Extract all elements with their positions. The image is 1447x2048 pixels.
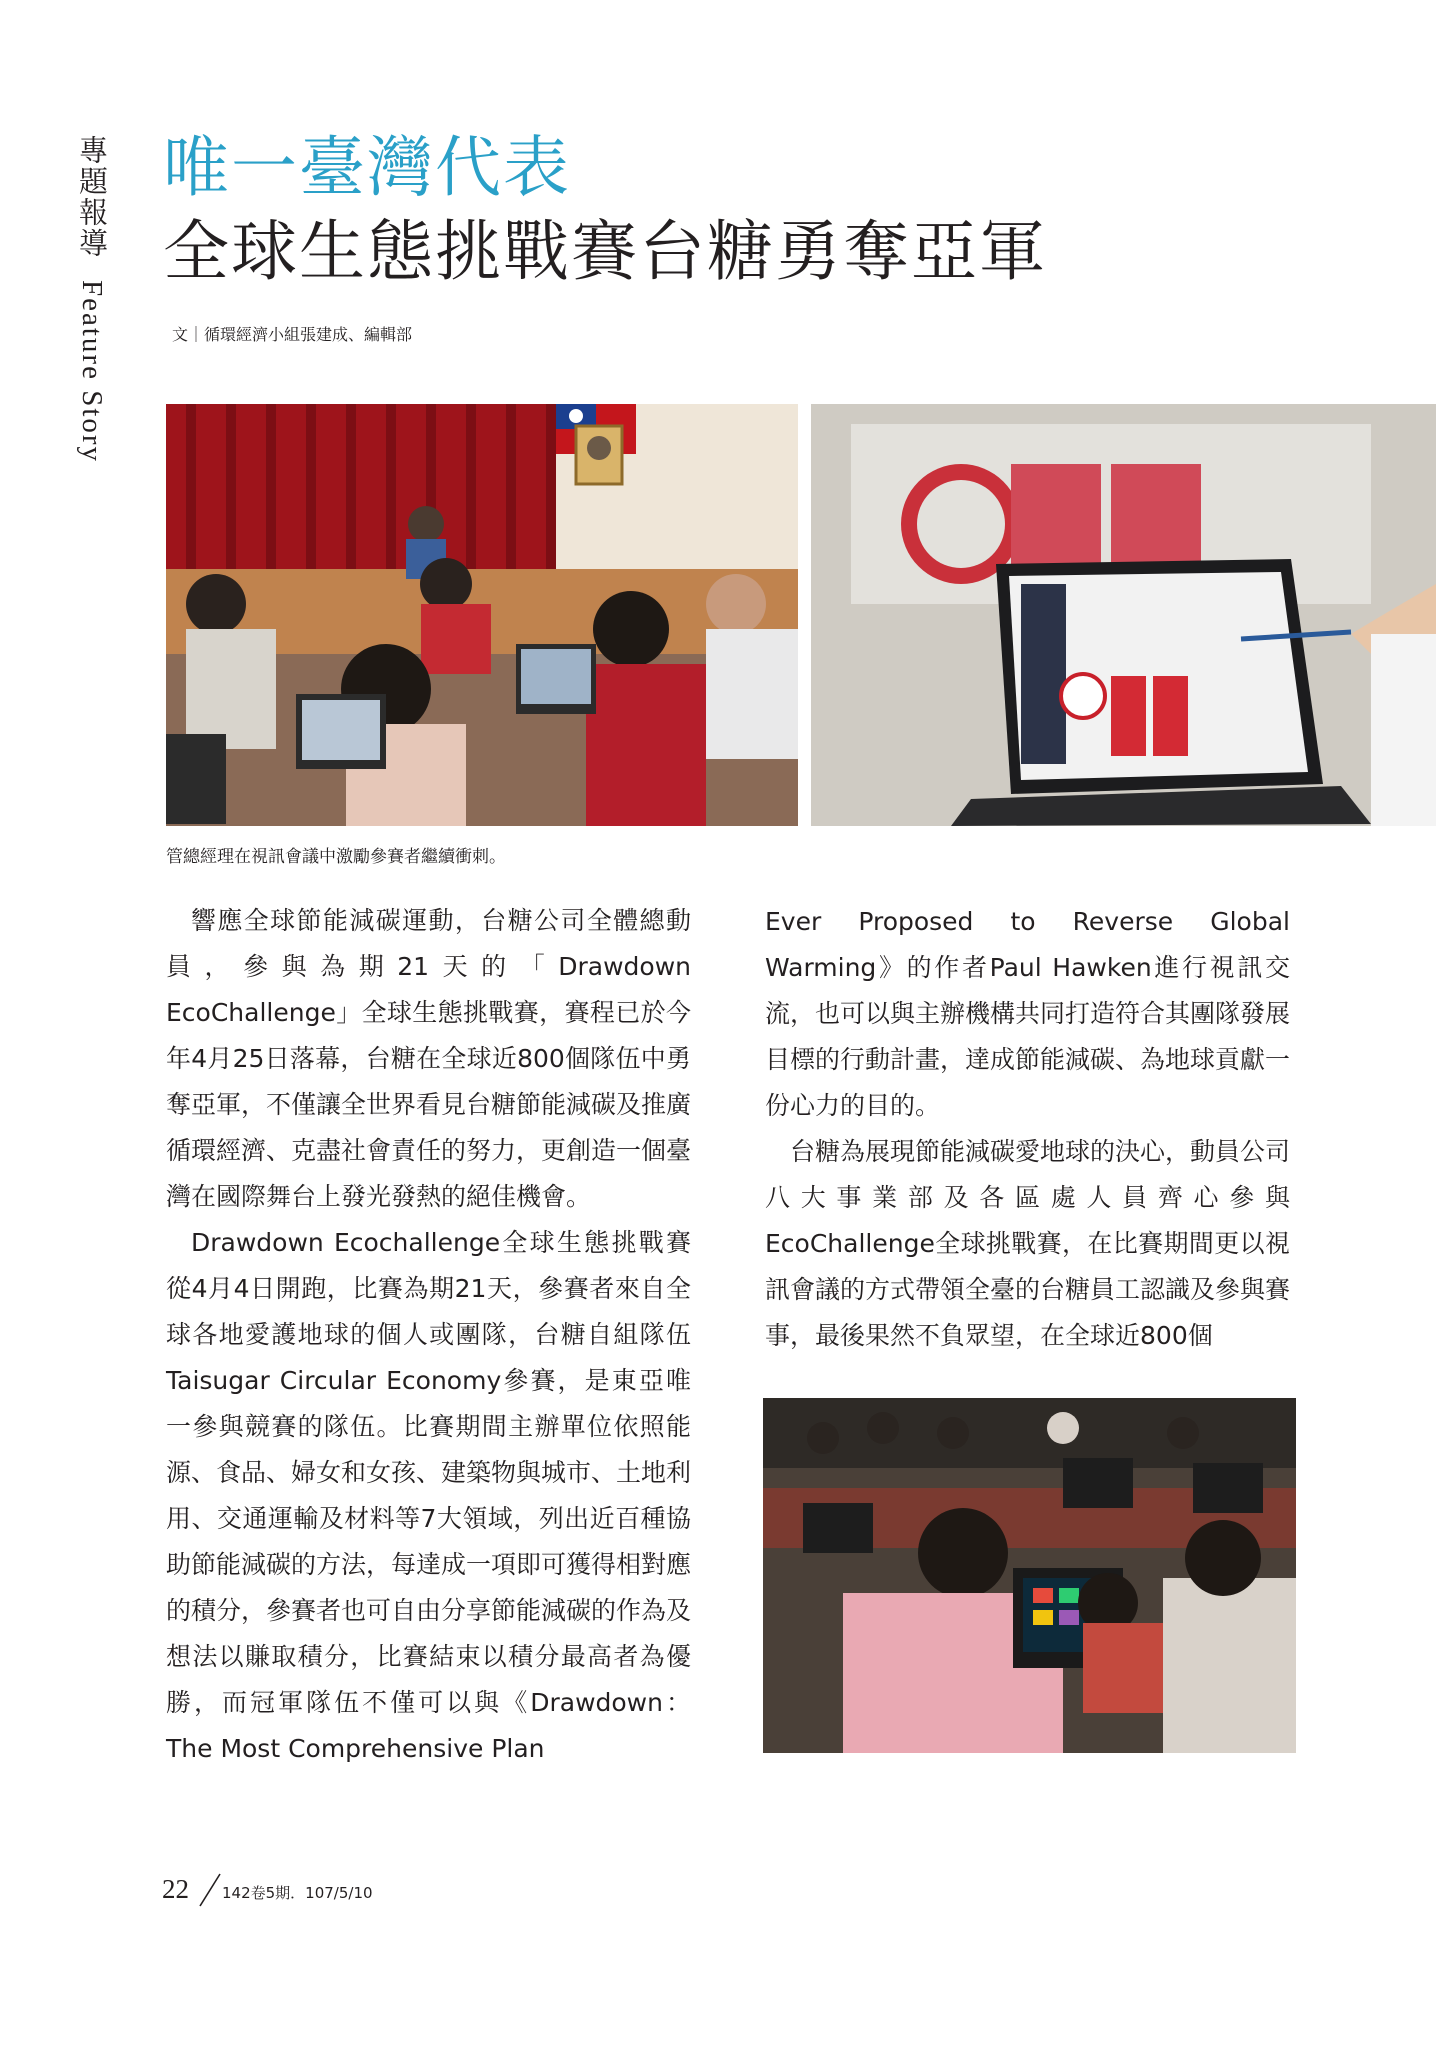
meeting-room-photo xyxy=(166,404,798,826)
issue-info: 142卷5期．107/5/10 xyxy=(222,1884,373,1902)
photo-caption: 管總經理在視訊會議中激勵參賽者繼續衝刺。 xyxy=(166,847,506,867)
paragraph: 響應全球節能減碳運動，台糖公司全體總動員，參與為期21天的「Drawdown EcoChallenge」全球生態挑戰賽，賽程已於今年4月25日落幕，台糖在全球近800個隊伍中勇奪亞軍，不僅讓全世界看見台糖節能減碳及推廣循環經濟、克盡社會責任的努力，更創造一個臺灣在國際舞台上發光發熱的絕佳機會。 xyxy=(166,906,692,1211)
headline-line2: 全球生態挑戰賽台糖勇奪亞軍 xyxy=(163,213,1047,290)
body-column-left xyxy=(166,898,691,1772)
meeting-room-illustration xyxy=(166,404,798,826)
page-number: 22 xyxy=(162,1874,189,1904)
paragraph: 台糖為展現節能減碳愛地球的決心，動員公司八大事業部及各區處人員齊心參與EcoChallenge全球挑戰賽，在比賽期間更以視訊會議的方式帶領全臺的台糖員工認識及參與賽事，最後果然不負眾望，在全球近800個 xyxy=(765,1137,1291,1350)
section-label-zh: 專題報導 xyxy=(75,135,109,259)
participants-illustration xyxy=(763,1398,1296,1753)
headline-line1: 唯一臺灣代表 xyxy=(163,129,571,206)
laptop-presentation-photo xyxy=(811,404,1436,826)
section-label xyxy=(72,135,112,465)
section-label-en: Feature Story xyxy=(76,280,108,464)
laptop-screen-illustration xyxy=(811,404,1436,826)
participants-photo xyxy=(763,1398,1296,1753)
paragraph: Drawdown Ecochallenge全球生態挑戰賽從4月4日開跑，比賽為期21天，參賽者來自全球各地愛護地球的個人或團隊，台糖自組隊伍Taisugar Circular Economy參賽，是東亞唯一參與競賽的隊伍。比賽期間主辦單位依照能源、食品、婦女和女孩、建築物與城市、土地利用、交通運輸及材料等7大領域，列出近百種協助節能減碳的方法，每達成一項即可獲得相對應的積分，參賽者也可自由分享節能減碳的作為及想法以賺取積分，比賽結束以積分最高者為優勝，而冠軍隊伍不僅可以與《Drawdown：The Most Comprehensive Plan xyxy=(166,1228,692,1763)
byline: 文｜循環經濟小組張建成、編輯部 xyxy=(172,325,413,344)
paragraph-continued: Ever Proposed to Reverse Global Warming》的作者Paul Hawken進行視訊交流，也可以與主辦機構共同打造符合其團隊發展目標的行動計畫，達成節能減碳、為地球貢獻一份心力的目的。 xyxy=(765,907,1291,1120)
body-column-right xyxy=(765,899,1290,1359)
